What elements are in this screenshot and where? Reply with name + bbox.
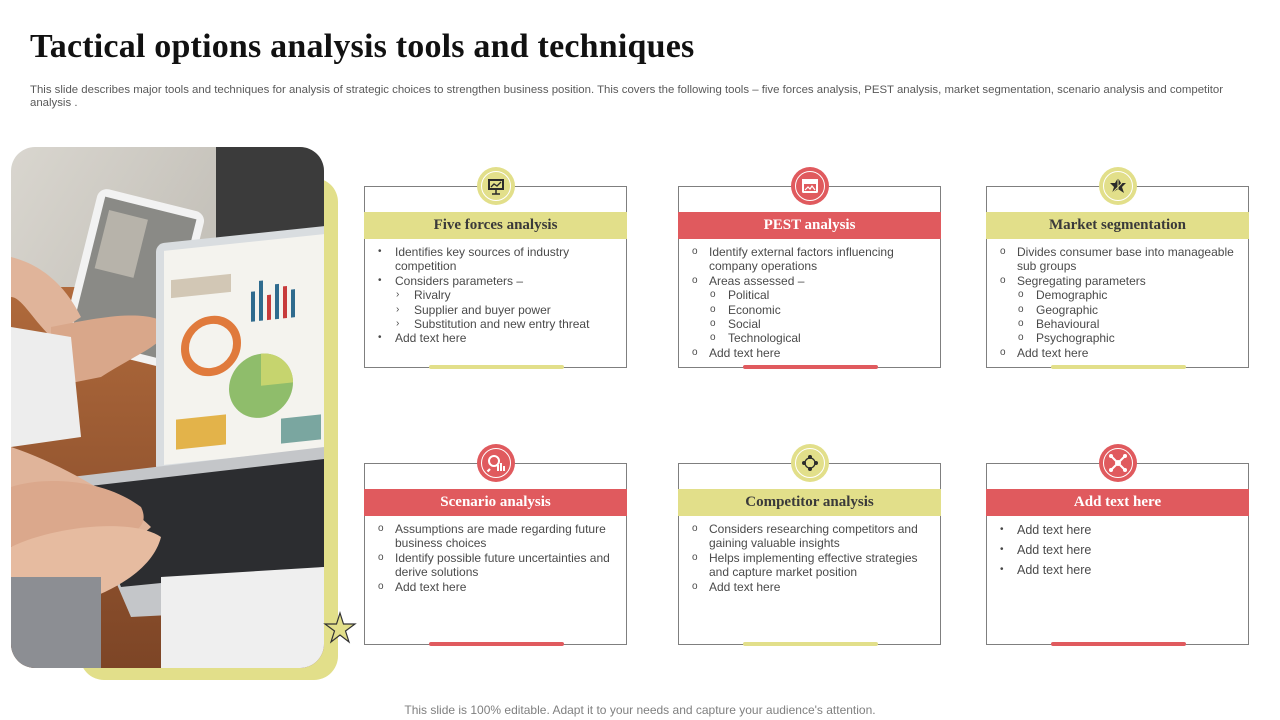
footer-note: This slide is 100% editable. Adapt it to your needs and capture your audience's attention. [404, 703, 876, 717]
list-item [689, 346, 932, 360]
bullet-marker: o [378, 551, 384, 563]
list-item-text: Demographic [1036, 288, 1108, 303]
list-item-text: Add text here [1017, 543, 1092, 557]
badge [477, 444, 515, 482]
list-item-text: Psychographic [1036, 331, 1115, 346]
list-item-text: Economic [728, 302, 781, 317]
bullet-marker: o [692, 346, 698, 358]
card-list [689, 245, 932, 360]
bullet-marker: • [1000, 524, 1004, 535]
card-list [375, 245, 618, 346]
card-pest [678, 186, 941, 368]
bullet-marker: o [692, 246, 698, 257]
bullet-marker: o [1000, 274, 1006, 286]
bullet-marker: • [378, 246, 382, 257]
card-list [997, 245, 1240, 360]
list-item [375, 551, 618, 580]
list-item-text: Technological [728, 331, 801, 346]
list-item-text: Considers researching competitors and gaining valuable insights [709, 522, 918, 551]
list-item [375, 331, 618, 345]
bullet-marker: • [1000, 544, 1004, 555]
list-item-text: Divides consumer base into manageable sub groups [1017, 245, 1234, 274]
list-item [689, 303, 932, 317]
bullet-marker: › [396, 303, 400, 315]
list-item [997, 520, 1240, 540]
card-list [375, 522, 618, 594]
list-item-text: Supplier and buyer power [414, 302, 551, 317]
list-item [997, 274, 1240, 288]
list-item [689, 580, 932, 594]
list-item [375, 580, 618, 594]
list-item [375, 274, 618, 288]
card-list [689, 522, 932, 594]
card-title: PEST analysis [678, 212, 941, 239]
list-item-text: Add text here [1017, 523, 1092, 537]
card-scenario [364, 463, 627, 645]
list-item [997, 560, 1240, 580]
list-item-text: Areas assessed – [709, 273, 805, 288]
card-title: Scenario analysis [364, 489, 627, 516]
list-item [375, 317, 618, 331]
card-underline [429, 642, 564, 646]
list-item-text: Helps implementing effective strategies and capture market position [709, 550, 918, 580]
bullet-marker: o [692, 274, 698, 286]
card-add-text [986, 463, 1249, 645]
list-item-text: Identify possible future uncertainties and derive solutions [395, 550, 610, 580]
bullet-marker: o [692, 580, 698, 592]
page-description: This slide describes major tools and techniques for analysis of strategic choices to strengthen business position. This covers the following tools – five forces analysis, PEST analysis, market segmentation, scenario analysis and competitor analysis . [30, 84, 1224, 109]
list-item-text: Add text here [1017, 345, 1089, 360]
card-underline [429, 365, 564, 369]
list-item-text: Identify external factors influencing company operations [709, 245, 894, 274]
card-competitor [678, 463, 941, 645]
list-item [997, 331, 1240, 345]
list-item [997, 317, 1240, 331]
card-underline [1051, 365, 1186, 369]
badge [477, 167, 515, 205]
list-item-text: Add text here [395, 331, 467, 346]
bullet-marker: o [710, 318, 716, 330]
badge [1099, 444, 1137, 482]
badge [1099, 167, 1137, 205]
list-item [689, 331, 932, 345]
bullet-marker: o [710, 303, 716, 315]
list-item-text: Political [728, 288, 770, 303]
bullet-marker: o [1018, 303, 1024, 315]
card-underline [1051, 642, 1186, 646]
list-item-text: Add text here [395, 579, 467, 594]
badge [791, 444, 829, 482]
list-item-text: Behavioural [1036, 317, 1100, 332]
list-item [375, 303, 618, 317]
bullet-marker: • [1000, 564, 1004, 575]
network-icon [1108, 453, 1128, 473]
bullet-marker: o [692, 551, 698, 563]
magnifier-chart-icon [486, 453, 506, 473]
browser-window-icon [800, 176, 820, 196]
presentation-icon [486, 176, 506, 196]
bullet-marker: o [378, 523, 384, 534]
list-item-text: Considers parameters – [395, 273, 524, 288]
list-item [997, 288, 1240, 302]
list-item [375, 288, 618, 302]
card-title: Market segmentation [986, 212, 1249, 239]
list-item-text: Rivalry [414, 288, 451, 303]
bullet-marker: › [396, 289, 400, 301]
list-item [375, 522, 618, 551]
bullet-marker: o [1018, 318, 1024, 330]
card-title: Five forces analysis [364, 212, 627, 239]
bullet-marker: o [1000, 346, 1006, 358]
list-item-text: Substitution and new entry threat [414, 317, 590, 332]
list-item-text: Assumptions are made regarding future business choices [395, 522, 606, 551]
bullet-marker: o [1018, 289, 1024, 301]
laptop-photo [11, 147, 324, 668]
bullet-marker: o [378, 580, 384, 592]
bullet-marker: o [710, 289, 716, 301]
list-item-text: Geographic [1036, 302, 1099, 317]
card-list [997, 520, 1240, 580]
card-title: Add text here [986, 489, 1249, 516]
list-item [689, 522, 932, 551]
page-title: Tactical options analysis tools and techniques [30, 28, 695, 65]
bullet-marker: • [378, 332, 382, 344]
list-item [375, 245, 618, 274]
bullet-marker: o [710, 332, 716, 344]
people-cycle-icon [800, 453, 820, 473]
bullet-marker: • [378, 274, 382, 286]
list-item [689, 245, 932, 274]
list-item-text: Add text here [1017, 563, 1092, 577]
card-market-segmentation [986, 186, 1249, 368]
list-item [689, 551, 932, 580]
segments-icon [1108, 176, 1128, 196]
list-item-text: Add text here [709, 345, 781, 360]
card-underline [743, 642, 878, 646]
list-item [997, 346, 1240, 360]
list-item [997, 303, 1240, 317]
list-item-text: Identifies key sources of industry competition [395, 245, 570, 274]
list-item [689, 317, 932, 331]
list-item [997, 540, 1240, 560]
card-five-forces [364, 186, 627, 368]
list-item [997, 245, 1240, 274]
list-item-text: Segregating parameters [1017, 273, 1146, 288]
list-item [689, 274, 932, 288]
bullet-marker: › [396, 318, 400, 330]
list-item [689, 288, 932, 302]
list-item-text: Social [728, 317, 761, 332]
bullet-marker: o [1000, 246, 1006, 257]
star-icon [323, 611, 357, 645]
badge [791, 167, 829, 205]
card-title: Competitor analysis [678, 489, 941, 516]
card-underline [743, 365, 878, 369]
bullet-marker: o [1018, 332, 1024, 344]
bullet-marker: o [692, 523, 698, 534]
list-item-text: Add text here [709, 579, 781, 594]
